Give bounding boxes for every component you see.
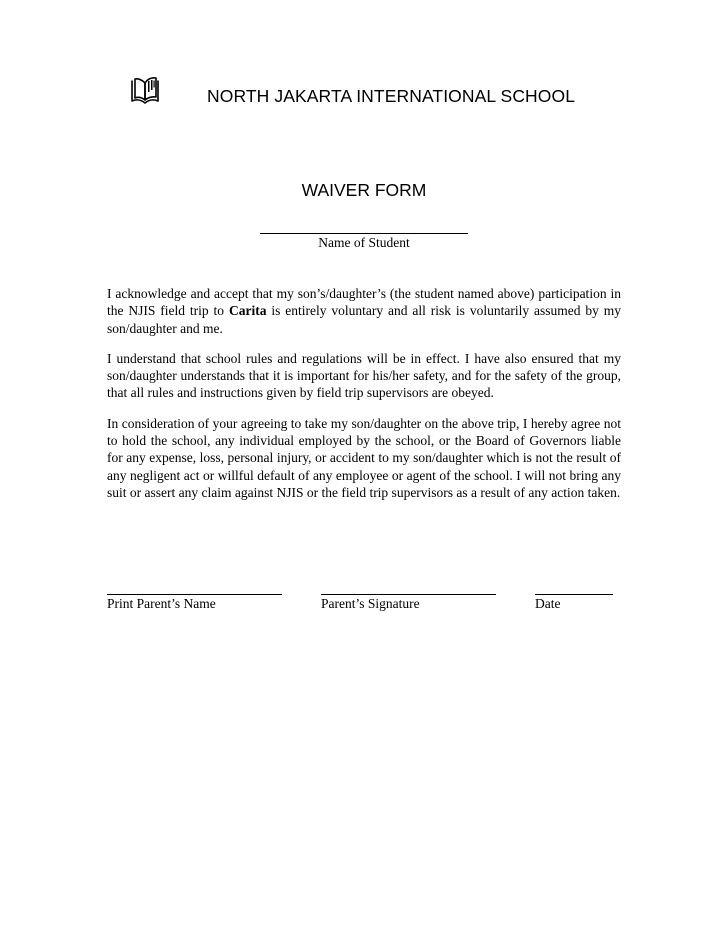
date-line[interactable]	[535, 594, 613, 595]
date-label: Date	[535, 596, 561, 611]
student-name-caption: Name of Student	[318, 235, 410, 250]
acknowledgement-text-end: is entirely voluntary and all risk is voluntarily assumed by my son/daughter and me.	[107, 303, 621, 336]
school-name: NORTH JAKARTA INTERNATIONAL SCHOOL	[207, 86, 576, 106]
waiver-body	[107, 285, 621, 514]
liability-paragraph: In consideration of your agreeing to take my son/daughter on the above trip, I hereby agree not to hold the school, any individual employed by the school, or the Board of Governors liable for any expense, loss, personal injury, or accident to my son/daughter which is not the result of any negligent act or willful default of any employee or agent of the school. I will not bring any suit or assert any claim against NJIS or the field trip supervisors as a result of any action taken.	[107, 415, 621, 500]
acknowledgement-text-start: I acknowledge and accept that my son’s/daughter’s (the student named above) participation in the NJIS field trip to	[107, 286, 621, 319]
student-name-line[interactable]	[260, 233, 468, 234]
print-name-line[interactable]	[107, 594, 282, 595]
form-title: WAIVER FORM	[301, 180, 427, 200]
acknowledgement-paragraph	[107, 285, 621, 337]
print-name-label: Print Parent’s Name	[107, 596, 216, 611]
open-book-logo-icon	[129, 75, 161, 107]
signature-line[interactable]	[321, 594, 496, 595]
rules-paragraph: I understand that school rules and regulations will be in effect. I have also ensured that my son/daughter understands that it is important for his/her safety, and for the safety of the group, that all rules and instructions given by field trip supervisors are obeyed.	[107, 350, 621, 401]
signature-label: Parent’s Signature	[321, 596, 420, 611]
trip-destination: Carita	[228, 303, 267, 319]
